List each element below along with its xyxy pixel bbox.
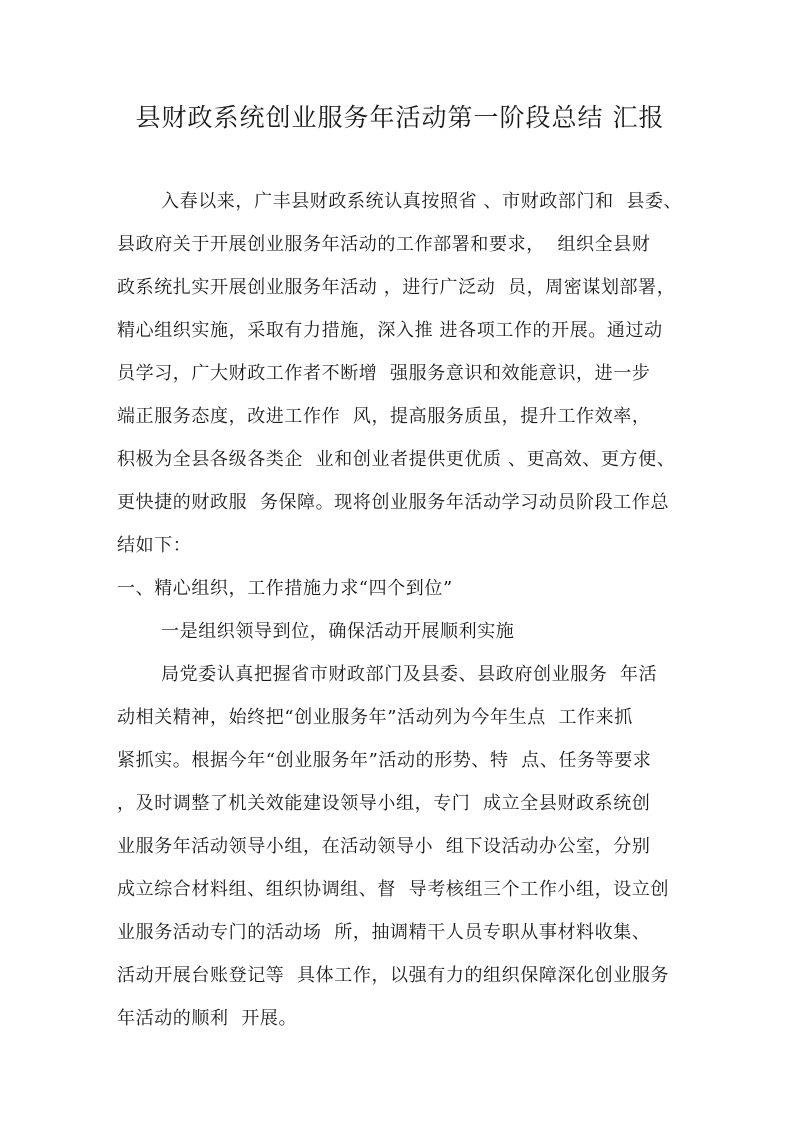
paragraph-line: 业服务年活动领导小组，在活动领导小 组下设活动办公室，分别 bbox=[117, 836, 651, 857]
paragraph-line: 入春以来，广丰县财政系统认真按照省 、市财政部门和 县委、 bbox=[161, 191, 683, 212]
paragraph-line: 结如下： bbox=[117, 535, 192, 556]
paragraph-line: ，及时调整了机关效能建设领导小组，专门 成立全县财政系统创 bbox=[117, 793, 651, 814]
paragraph-line: 政系统扎实开展创业服务年活动 ，进行广泛动 员，周密谋划部署， bbox=[117, 277, 676, 298]
paragraph-line: 年活动的顺利 开展。 bbox=[117, 1008, 298, 1029]
paragraph-line: 更快捷的财政服 务保障。现将创业服务年活动学习动员阶段工作总 bbox=[117, 492, 670, 513]
subsection-heading: 一是组织领导到位，确保活动开展顺利实施 bbox=[161, 621, 515, 642]
section-heading: 一、精心组织，工作措施力求“四个到位” bbox=[117, 578, 453, 599]
paragraph-line: 紧抓实。根据今年“创业服务年”活动的形势、特 点、任务等要求 bbox=[117, 750, 652, 771]
paragraph-line: 县政府关于开展创业服务年活动的工作部署和要求， 组织全县财 bbox=[117, 234, 651, 255]
paragraph-line: 动相关精神，始终把“创业服务年”活动列为今年生点 工作来抓 bbox=[117, 707, 633, 728]
paragraph-line: 精心组织实施，采取有力措施，深入推 进各项工作的开展。通过动 bbox=[117, 320, 663, 341]
paragraph-line: 成立综合材料组、组织协调组、督 导考核组三个工作小组，设立创 bbox=[117, 879, 670, 900]
paragraph-line: 员学习，广大财政工作者不断增 强服务意识和效能意识，进一步 bbox=[117, 363, 651, 384]
paragraph-line: 业服务活动专门的活动场 所，抽调精干人员专职从事材料收集、 bbox=[117, 922, 651, 943]
paragraph-line: 积极为全县各级各类企 业和创业者提供更优质 、更高效、更方便、 bbox=[117, 449, 676, 470]
document-title: 县财政系统创业服务年活动第一阶段总结 汇报 bbox=[135, 103, 665, 132]
paragraph-line: 局党委认真把握省市财政部门及县委、县政府创业服务 年活 bbox=[161, 664, 658, 685]
paragraph-line: 端正服务态度，改进工作作 风，提高服务质虽，提升工作效率， bbox=[117, 406, 651, 427]
paragraph-line: 活动开展台账登记等 具体工作，以强有力的组织保障深化创业服务 bbox=[117, 965, 670, 986]
